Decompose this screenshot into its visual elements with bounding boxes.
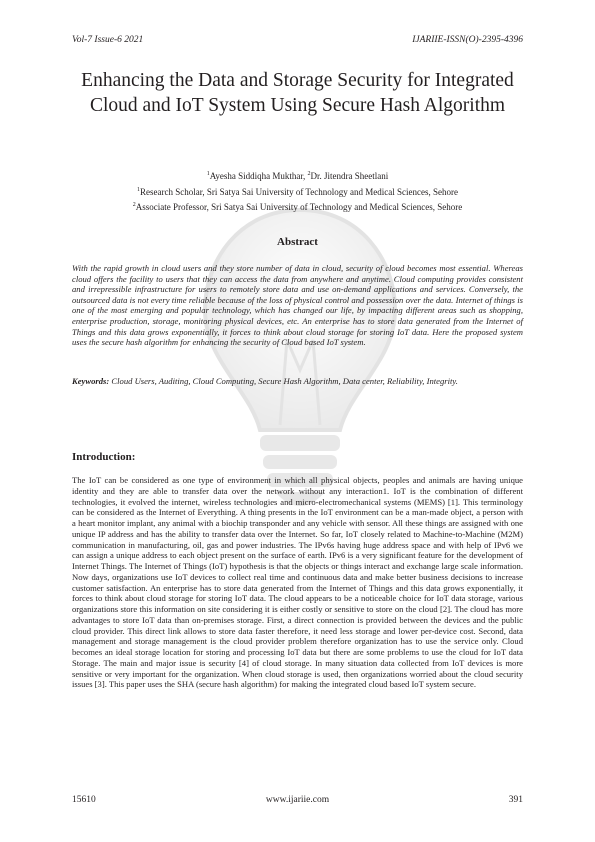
affiliation-2-sup: 2: [132, 202, 136, 208]
paper-id: 15610: [72, 795, 96, 805]
volume-issue-label: Vol-7 Issue-6 2021: [72, 35, 144, 45]
author-2-sup: 2: [307, 171, 311, 177]
issn-label: IJARIIE-ISSN(O)-2395-4396: [412, 35, 523, 45]
journal-website: www.ijariie.com: [265, 795, 330, 805]
introduction-text: The IoT can be considered as one type of environment in which all physical objects, peoples and animals are having unique identity and they are able to transfer data over the network without any interaction1. IoT is the combination of different technologies, it evolved the internet, wireless technologies and micro-electromechanical systems (MEMS) [1]. This terminology can be considered as the Internet of Everything. A thing presents in the IoT environment can be a man-made object, a person with a heart monitor implant, any animal with a biochip transponder and any vehicle with sensor. All these things are assigned with one unique IP address and has the ability to transfer data over the Internet. So far, IoT closely related to Machine-to-Machine (M2M) communication in manufacturing, oil, gas and power industries. The IPv6s having huge address space and with help of IPv6 we can assign a unique address to each object present on the surface of earth. IPv6 is a very significant feature for the development of Internet Things. The Internet of Things (IoT) hypothesis is that the objects or things interact and exchange large scale information. Now days, organizations use IoT devices to collect real time and continuous data and make better business decisions to increase customer satisfaction. An enterprise has to store data generated from the Internet of Things and this data grows exponentially, it forces to think about cloud storage for storing IoT data. The cloud appears to be a noticeable choice for IoT data storage, various organizations store this information on site considering it is either costly or sensitive to store on the cloud [2]. The cloud has more advantages to store IoT data than on-premises storage. First, a direct connection is provided between the devices and the public cloud provider. This direct link allows to store data faster therefore, it need less storage and lower per-device cost. Second, data management and storage management is the cloud provider problem therefore organization has to use the service only. Cloud becomes an ideal storage location for storing and processing IoT data but there are some problems to use the cloud for IoT data Storage. The main and major issue is security [4] of cloud storage. In many situation data collected from IoT devices is more sensitive or very important for the organization. When cloud storage is used, then organizations worried about the cloud security issues [3]. This paper uses the SHA (secure hash algorithm) for making the integrated cloud based IoT system secure.: [72, 475, 523, 690]
page-footer: [72, 795, 523, 809]
author-names: [72, 168, 523, 184]
author-1-name: Ayesha Siddiqha Mukthar,: [209, 171, 308, 181]
affiliation-2-text: Associate Professor, Sri Satya Sai University of Technology and Medical Sciences, Sehore: [135, 202, 463, 212]
affiliation-1-sup: 1: [136, 186, 140, 193]
affiliation-1-text: Research Scholar, Sri Satya Sai University of Technology and Medical Sciences, Sehore: [139, 186, 458, 197]
affiliation-2: [72, 199, 523, 215]
paper-title: Enhancing the Data and Storage Security for Integrated Cloud and IoT System Using Secure Hash Algorithm: [81, 70, 514, 116]
introduction-heading: Introduction:: [72, 451, 136, 463]
author-2-name: Dr. Jitendra Sheetlani: [310, 171, 389, 181]
abstract-heading: Abstract: [277, 236, 318, 248]
author-block: [72, 168, 523, 215]
page-number: 391: [508, 795, 523, 805]
affiliation-1: [72, 184, 523, 200]
abstract-text: With the rapid growth in cloud users and they store number of data in cloud, security of cloud becomes most essential. Whereas cloud offers the facility to users that they can access the data from anywhere and anytime. Cloud computing provides consistent and irrepressible infrastructure for users to remotely store data and use on-demand applications and services. Conversely, the outsourced data is not every time reliable because of the loss of physical control and possession over the data. Internet of things is one of the most emerging and popular technology, which has changed our life, by impacting different areas such as shopping, enterprise production, storage, monitoring physical devices, etc. An enterprise has to store data generated from the Internet of Things and this data grows exponentially, it forces to think about cloud storage for storing IoT data. Here the proposed system uses the secure hash algorithm for enhancing the security of Cloud based IoT system.: [72, 263, 523, 348]
keywords-label: Keywords:: [72, 376, 110, 386]
keywords-line: [72, 376, 523, 387]
author-1-sup: 1: [206, 171, 210, 177]
keywords-text: Cloud Users, Auditing, Cloud Computing, Secure Hash Algorithm, Data center, Reliability, Integrity.: [111, 376, 458, 386]
running-header: [72, 35, 523, 49]
